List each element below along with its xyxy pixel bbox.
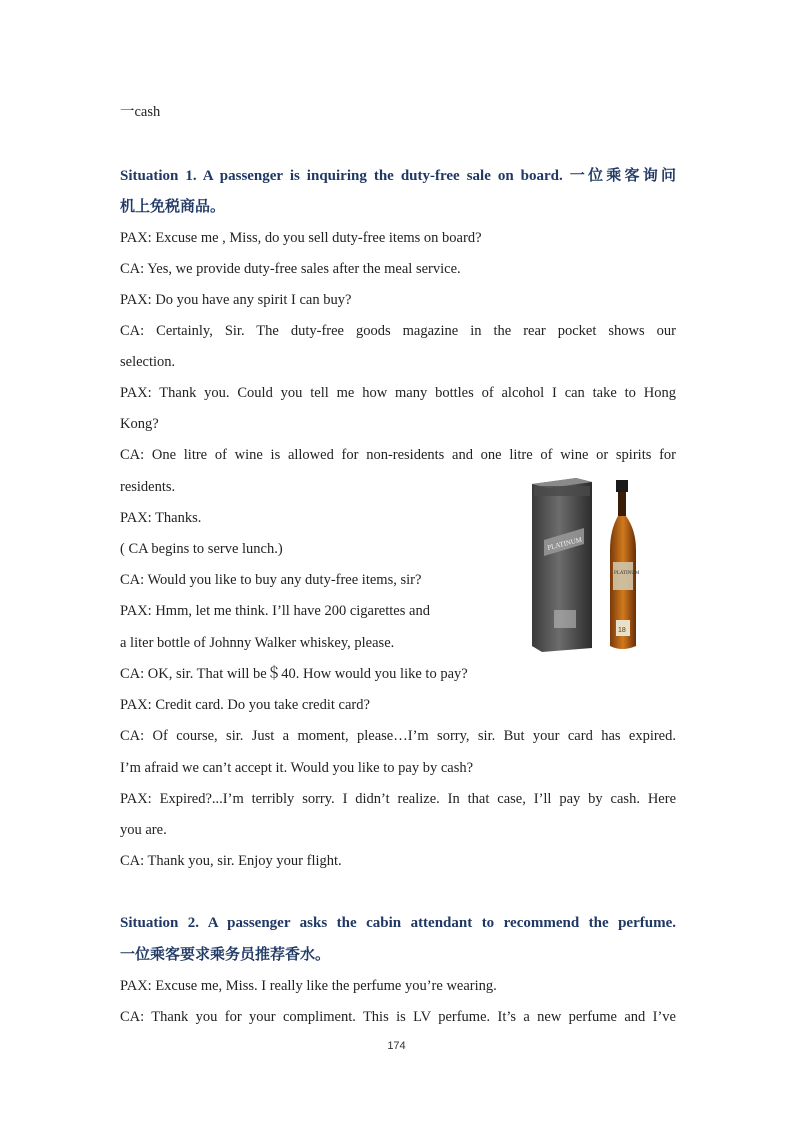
dialogue-line: CA: Thank you for your compliment. This is LV perfume. It’s a new perfume and I’ve: [120, 1009, 676, 1025]
situation1-heading-cn: 一位乘客询问: [569, 166, 676, 184]
situation2-heading-en: Situation 2. A passenger asks the cabin attendant to recommend the perfume.: [120, 915, 676, 931]
gift-box: [532, 478, 592, 652]
intro-line: 一cash: [120, 104, 161, 120]
dialogue-line: CA: OK, sir. That will be＄40. How would you like to pay?: [120, 666, 468, 682]
dialogue-line: you are.: [120, 822, 167, 838]
dialogue-line: selection.: [120, 354, 176, 370]
page-number: 174: [387, 1040, 406, 1052]
dialogue-line: PAX: Do you have any spirit I can buy?: [120, 292, 352, 308]
dialogue-line: Kong?: [120, 416, 159, 432]
whiskey-product-image: [514, 470, 663, 656]
dialogue-line: PAX: Credit card. Do you take credit card?: [120, 697, 370, 713]
dialogue-line: PAX: Excuse me , Miss, do you sell duty-free items on board?: [120, 230, 482, 246]
dialogue-line: a liter bottle of Johnny Walker whiskey, please.: [120, 635, 395, 651]
situation1-heading-en: Situation 1. A passenger is inquiring the duty-free sale on board.: [120, 168, 563, 184]
situation1-heading-cont: [120, 196, 225, 217]
dialogue-line: PAX: Excuse me, Miss. I really like the perfume you’re wearing.: [120, 978, 497, 994]
dialogue-line: CA: Certainly, Sir. The duty-free goods magazine in the rear pocket shows our: [120, 323, 676, 339]
bottle-age-label: 18: [618, 627, 626, 634]
dialogue-line: CA: One litre of wine is allowed for non-residents and one litre of wine or spirits for: [120, 447, 676, 463]
whiskey-bottle-and-box-illustration: [514, 470, 663, 656]
dialogue-line: CA: Of course, sir. Just a moment, please…I’m sorry, sir. But your card has expired.: [120, 728, 676, 744]
situation2-heading-cn: 一位乘客要求乘务员推荐香水。: [120, 945, 331, 963]
dialogue-line: PAX: Expired?...I’m terribly sorry. I didn’t realize. In that case, I’ll pay by cash. Here: [120, 791, 676, 807]
situation2-heading-cont: [120, 944, 330, 965]
dialogue-line: CA: Thank you, sir. Enjoy your flight.: [120, 853, 342, 869]
dialogue-line: ( CA begins to serve lunch.): [120, 541, 283, 557]
dialogue-line: CA: Yes, we provide duty-free sales after the meal service.: [120, 261, 461, 277]
dialogue-line: CA: Would you like to buy any duty-free items, sir?: [120, 572, 422, 588]
situation1-heading: [120, 165, 676, 186]
dialogue-line: PAX: Thanks.: [120, 510, 202, 526]
dialogue-line: residents.: [120, 479, 176, 495]
box-label: PLATINUM: [546, 535, 583, 552]
dialogue-line: PAX: Hmm, let me think. I’ll have 200 cigarettes and: [120, 603, 430, 619]
bottle-label: PLATINUM: [614, 571, 640, 576]
situation2-heading: [120, 913, 676, 933]
situation1-heading-cn-2: 机上免税商品。: [120, 197, 226, 215]
dialogue-line: I’m afraid we can’t accept it. Would you like to pay by cash?: [120, 760, 474, 776]
dialogue-line: PAX: Thank you. Could you tell me how many bottles of alcohol I can take to Hong: [120, 385, 676, 401]
whiskey-bottle: [610, 480, 640, 649]
